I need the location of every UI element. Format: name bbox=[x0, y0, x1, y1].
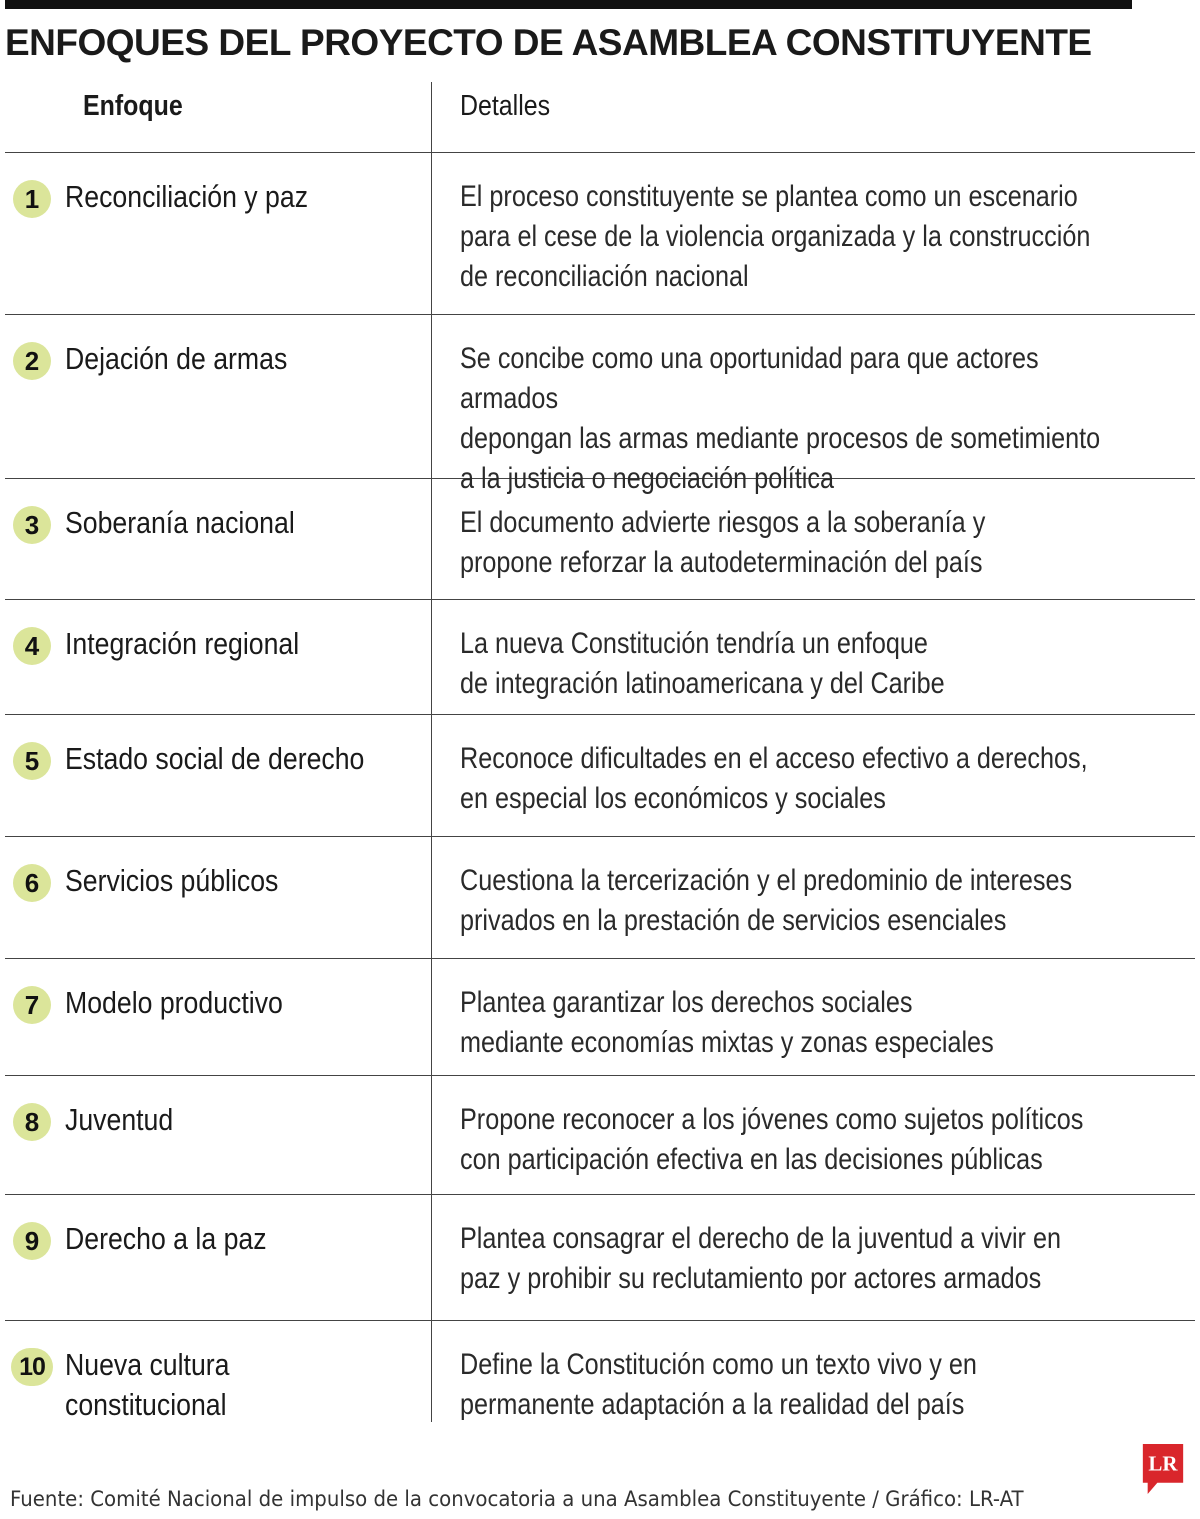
detalle-text: Se concibe como una oportunidad para que actores armados depongan las armas mediante procesos de sometimiento a la justicia o negociación política bbox=[460, 342, 1101, 495]
enfoque-label: Nueva cultura constitucional bbox=[65, 1347, 230, 1422]
table-row bbox=[5, 959, 1195, 1076]
number-badge: 5 bbox=[13, 742, 51, 780]
enfoque-label: Modelo productivo bbox=[65, 985, 283, 1020]
number-badge: 1 bbox=[13, 180, 51, 218]
table-row bbox=[5, 1195, 1195, 1321]
enfoque-label: Estado social de derecho bbox=[65, 741, 365, 776]
enfoque-label: Dejación de armas bbox=[65, 341, 288, 376]
enfoque-label: Integración regional bbox=[65, 626, 300, 661]
number-badge: 9 bbox=[13, 1222, 51, 1260]
page-title: ENFOQUES DEL PROYECTO DE ASAMBLEA CONSTITUYENTE bbox=[5, 22, 1092, 63]
detalle-text: Propone reconocer a los jóvenes como sujetos políticos con participación efectiva en las decisiones públicas bbox=[460, 1103, 1084, 1176]
table-row bbox=[5, 315, 1195, 495]
detalle-text: La nueva Constitución tendría un enfoque de integración latinoamericana y del Caribe bbox=[460, 627, 945, 700]
enfoque-label: Servicios públicos bbox=[65, 863, 279, 898]
lr-logo-icon bbox=[1138, 1444, 1188, 1494]
enfoque-label: Soberanía nacional bbox=[65, 505, 295, 540]
number-badge: 2 bbox=[13, 342, 51, 380]
detalle-text: Reconoce dificultades en el acceso efectivo a derechos, en especial los económicos y sociales bbox=[460, 742, 1088, 815]
header-detalles: Detalles bbox=[460, 90, 551, 122]
table-row bbox=[5, 1076, 1195, 1195]
number-badge: 10 bbox=[11, 1348, 53, 1386]
approaches-table bbox=[5, 82, 1195, 1425]
number-badge: 6 bbox=[13, 864, 51, 902]
table-row bbox=[5, 837, 1195, 959]
number-badge: 7 bbox=[13, 986, 51, 1024]
top-rule bbox=[5, 0, 1132, 9]
table-row bbox=[5, 1321, 1195, 1425]
detalle-text: Cuestiona la tercerización y el predominio de intereses privados en la prestación de servicios esenciales bbox=[460, 864, 1073, 937]
detalle-text: Define la Constitución como un texto vivo y en permanente adaptación a la realidad del país bbox=[460, 1348, 977, 1421]
table-row bbox=[5, 715, 1195, 837]
source-note: Fuente: Comité Nacional de impulso de la convocatoria a una Asamblea Constituyente / Gráfico: LR-AT bbox=[10, 1487, 1024, 1511]
table-row bbox=[5, 479, 1195, 600]
detalle-text: El proceso constituyente se plantea como un escenario para el cese de la violencia organizada y la construcción de reconciliación nacional bbox=[460, 180, 1091, 293]
enfoque-label: Juventud bbox=[65, 1102, 174, 1137]
number-badge: 4 bbox=[13, 627, 51, 665]
enfoque-label: Derecho a la paz bbox=[65, 1221, 267, 1256]
table-row bbox=[5, 600, 1195, 715]
number-badge: 3 bbox=[13, 506, 51, 544]
detalle-text: Plantea consagrar el derecho de la juventud a vivir en paz y prohibir su reclutamiento por actores armados bbox=[460, 1222, 1061, 1295]
header-enfoque: Enfoque bbox=[83, 90, 183, 122]
table-row bbox=[5, 153, 1195, 315]
enfoque-label: Reconciliación y paz bbox=[65, 179, 309, 214]
detalle-text: Plantea garantizar los derechos sociales mediante economías mixtas y zonas especiales bbox=[460, 986, 994, 1059]
detalle-text: El documento advierte riesgos a la soberanía y propone reforzar la autodeterminación del país bbox=[460, 506, 986, 579]
svg-text:LR: LR bbox=[1148, 1451, 1178, 1476]
number-badge: 8 bbox=[13, 1103, 51, 1141]
table-header bbox=[5, 82, 1195, 153]
